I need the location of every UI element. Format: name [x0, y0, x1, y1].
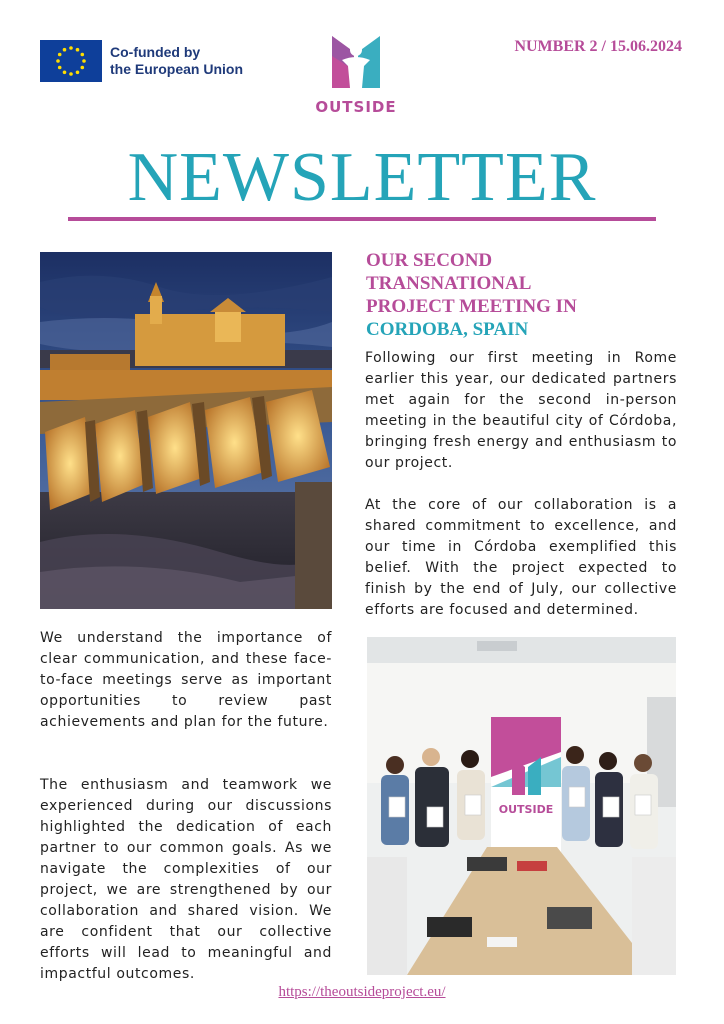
eu-cofunded-logo [40, 40, 243, 82]
article-paragraph-4: The enthusiasm and teamwork we experienced during our discussions highlighted the dedication of each partner to our common goals. As we navigate the complexities of our project, we are strengthened by our collaboration and shared vision. We are confident that our collective efforts will lead to meaningful and impactful outcomes. [40, 777, 332, 982]
eu-logo-line2: the European Union [110, 61, 243, 77]
meeting-group-photo [367, 637, 676, 975]
article-paragraph-2: At the core of our collaboration is a shared commitment to excellence, and our time in Córdoba exemplified this belief. With the project expected to finish by the end of July, our collective efforts are focused and determined. [365, 497, 677, 618]
newsletter-title: NEWSLETTER [127, 139, 597, 216]
headline-line3: PROJECT MEETING IN [366, 296, 577, 317]
brand-name: OUTSIDE [315, 98, 397, 116]
title-divider [68, 217, 656, 221]
headline-line1: OUR SECOND [366, 250, 493, 271]
eu-logo-line1: Co-funded by [110, 44, 201, 60]
outside-logo-icon [328, 30, 384, 92]
eu-flag-icon [40, 40, 102, 82]
article-paragraph-1: Following our first meeting in Rome earlier this year, our dedicated partners met again for the second in-person meeting in the beautiful city of Córdoba, bringing fresh energy and enthusiasm to our project. [365, 350, 677, 471]
article-paragraph-3: We understand the importance of clear communication, and these face-to-face meetings serve as important opportunities to review past achievements and plan for the future. [40, 630, 332, 730]
issue-number: NUMBER 2 / 15.06.2024 [514, 38, 682, 55]
outside-logo [306, 30, 406, 116]
headline-line4: CORDOBA, SPAIN [366, 319, 529, 340]
cordoba-bridge-photo [40, 252, 332, 609]
banner-text: OUTSIDE [498, 803, 554, 816]
article-headline [366, 249, 666, 341]
website-link[interactable]: https://theoutsideproject.eu/ [278, 984, 446, 1000]
headline-line2: TRANSNATIONAL [366, 273, 532, 294]
